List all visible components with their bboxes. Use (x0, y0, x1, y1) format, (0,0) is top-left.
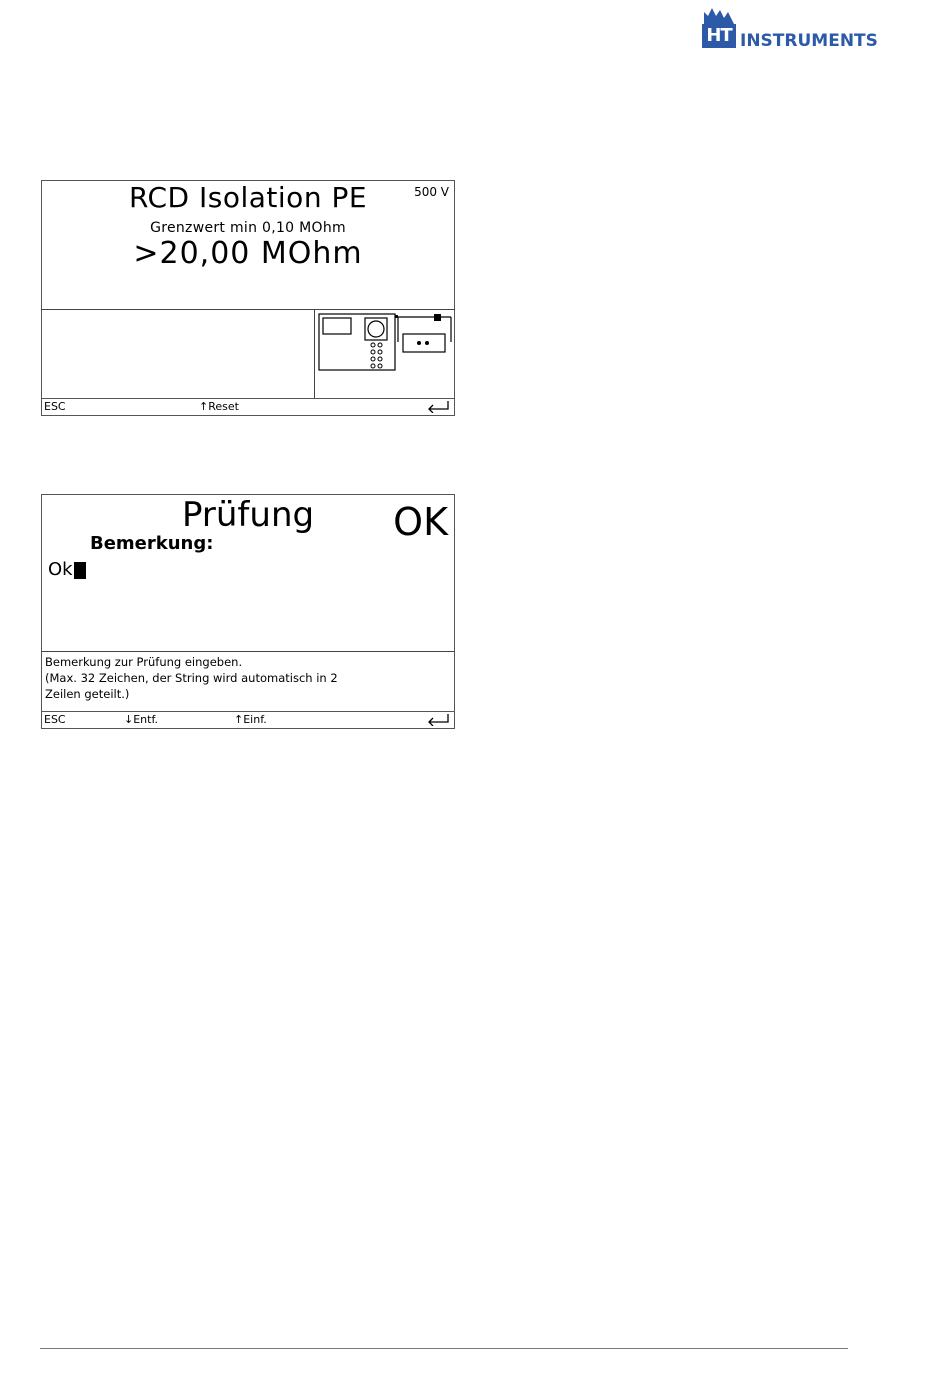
device-screen-pruefung (41, 494, 455, 729)
logo-mark-text: HT (702, 24, 736, 48)
test-voltage: 500 V (414, 185, 449, 199)
brand-name: INSTRUMENTS (740, 31, 878, 51)
reset-key[interactable]: ↑Reset (199, 400, 239, 413)
help-line: Bemerkung zur Prüfung eingeben. (45, 655, 243, 669)
device-screen-rcd-isolation (41, 180, 455, 416)
esc-key[interactable]: ESC (44, 400, 66, 413)
delete-key[interactable]: ↓Entf. (124, 713, 159, 726)
softkey-bar (42, 398, 454, 415)
footer-rule (40, 1348, 848, 1349)
divider (42, 309, 454, 310)
measurement-title: RCD Isolation PE (128, 181, 368, 214)
remark-label: Bemerkung: (90, 533, 214, 554)
insert-key[interactable]: ↑Einf. (234, 713, 267, 726)
enter-arrow-icon[interactable] (424, 400, 450, 417)
remark-input-value: Ok (48, 559, 73, 580)
remark-input[interactable] (48, 559, 86, 581)
divider (42, 651, 454, 652)
help-text (45, 654, 445, 702)
measurement-result: >20,00 MOhm (133, 236, 363, 271)
brand-logo (700, 6, 885, 52)
help-line: (Max. 32 Zeichen, der String wird automatisch in 2 (45, 671, 338, 685)
test-status: OK (393, 500, 448, 544)
enter-arrow-icon[interactable] (424, 713, 450, 730)
text-cursor (74, 562, 86, 579)
ht-logo-icon (700, 6, 738, 50)
limit-value: Grenzwert min 0,10 MOhm (150, 220, 346, 236)
connection-diagram-icon (317, 312, 454, 372)
screen-title: Prüfung (182, 495, 315, 535)
softkey-bar (42, 711, 454, 728)
divider (314, 310, 315, 399)
esc-key[interactable]: ESC (44, 713, 66, 726)
help-line: Zeilen geteilt.) (45, 687, 130, 701)
